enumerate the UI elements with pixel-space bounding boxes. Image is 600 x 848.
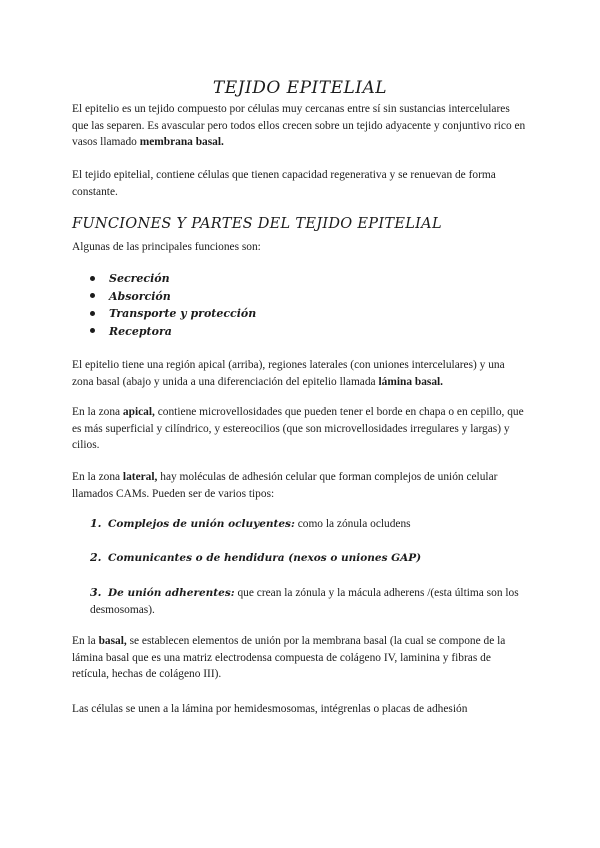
section-heading: FUNCIONES Y PARTES DEL TEJIDO EPITELIAL: [72, 216, 442, 232]
list-text: como la zónula ocludens: [294, 518, 411, 530]
bullet-icon: [90, 293, 95, 298]
list-item-label: Receptora: [109, 324, 172, 338]
basal-text-c: se establecen elementos de unión por la membrana basal (la cual se compone de la lámina basal que es una matriz electrodensa compuesta de colágeno IV, laminina y fibras de retícula, hechas de colágeno III).: [72, 635, 506, 681]
basal-text-a: En la: [72, 635, 99, 647]
functions-list: [90, 270, 256, 340]
list-item: [90, 305, 256, 323]
list-number: 1.: [90, 517, 102, 530]
intro-bold-term: membrana basal.: [139, 136, 224, 149]
list-number: 3.: [90, 586, 102, 599]
list-emphasis: Complejos de unión ocluyentes:: [108, 518, 295, 530]
list-item: [90, 585, 528, 618]
functions-lead: Algunas de las principales funciones son:: [72, 241, 261, 253]
bullet-icon: [90, 328, 95, 333]
apical-paragraph: [72, 404, 528, 454]
list-item-label: Secreción: [109, 272, 170, 285]
list-emphasis: De unión adherentes:: [108, 587, 235, 599]
intro-paragraph-1: [72, 101, 528, 151]
last-paragraph: Las células se unen a la lámina por hemidesmosomas, intégrenlas o placas de adhesión: [72, 703, 468, 715]
regions-text: El epitelio tiene una región apical (arriba), regiones laterales (con uniones intercelulares) y una zona basal (abajo y unida a una diferenciación del epitelio llamada: [72, 359, 505, 388]
list-item: [90, 270, 256, 288]
list-item: [90, 550, 528, 567]
intro-text: El epitelio es un tejido compuesto por células muy cercanas entre sí sin sustancias intercelulares que las separen. Es avascular pero todos ellos crecen sobre un tejido adyacente y conjuntivo rico en vasos llamado: [72, 103, 526, 149]
lateral-bold-term: lateral,: [122, 471, 158, 483]
basal-paragraph: [72, 633, 528, 683]
list-text: que crean la zónula y la mácula adherens /(esta última son los desmosomas).: [90, 587, 519, 616]
apical-text-a: En la zona: [72, 406, 123, 418]
list-item: [90, 288, 256, 306]
regions-paragraph: [72, 357, 528, 390]
lateral-text-a: En la zona: [72, 471, 123, 483]
list-number: 2.: [90, 551, 102, 564]
list-item: [90, 516, 528, 533]
list-item: [90, 323, 256, 341]
bullet-icon: [90, 276, 95, 281]
list-item-label: Transporte y protección: [109, 307, 257, 321]
apical-bold-term: apical,: [122, 406, 155, 418]
lateral-paragraph: [72, 469, 528, 502]
apical-text-c: contiene microvellosidades que pueden tener el borde en chapa o en cepillo, que es más superficial y cilíndrico, y estereocilios (que son microvellosidades irregulares y largas) y cilios.: [72, 406, 524, 452]
document-title: TEJIDO EPITELIAL: [212, 78, 388, 98]
intro-paragraph-2: El tejido epitelial, contiene células que tienen capacidad regenerativa y se renuevan de forma constante.: [72, 169, 496, 198]
bullet-icon: [90, 311, 95, 316]
list-item-label: Absorción: [109, 289, 171, 303]
basal-bold-term: basal,: [98, 635, 127, 647]
regions-bold-term: lámina basal.: [378, 375, 444, 388]
lateral-text-c: hay moléculas de adhesión celular que forman complejos de unión celular llamados CAMs. Pueden ser de varios tipos:: [72, 471, 498, 500]
list-emphasis: Comunicantes o de hendidura (nexos o uniones GAP): [108, 552, 422, 564]
